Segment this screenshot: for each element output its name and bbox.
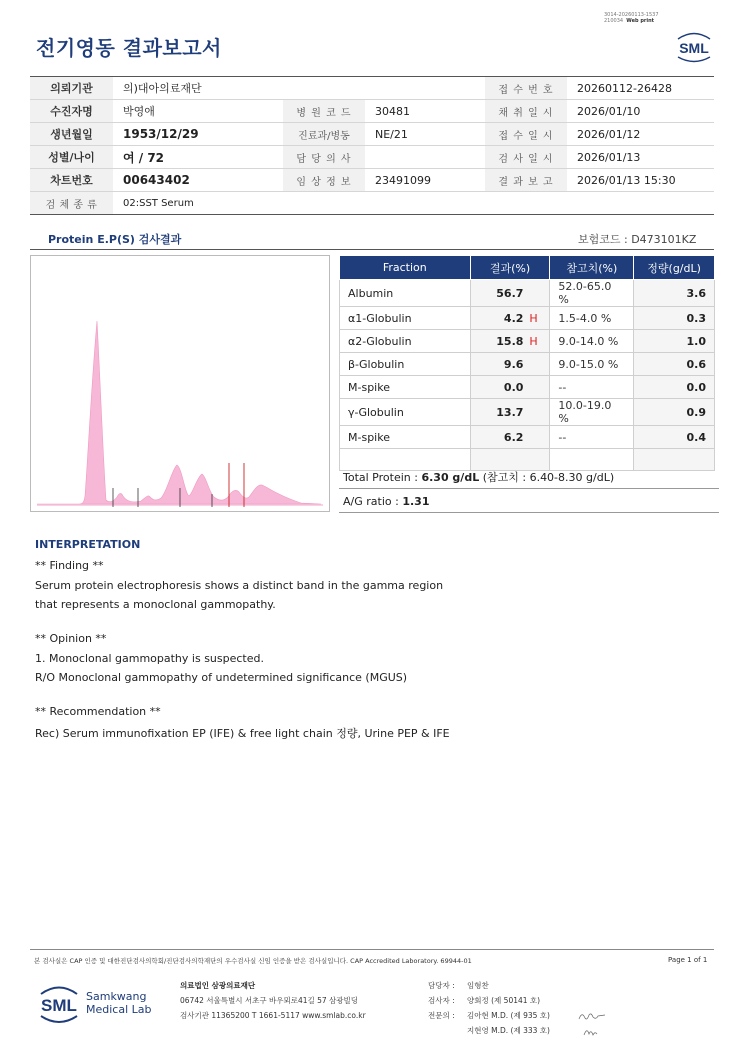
fraction-reference: -- — [550, 376, 634, 399]
samkwang-logo — [36, 982, 82, 1026]
ag-ratio-prefix: A/G ratio : — [343, 495, 403, 508]
info-row-4 — [30, 146, 714, 169]
col-header-fraction: Fraction — [340, 256, 471, 280]
section-title: Protein E.P(S) 검사결과 — [48, 233, 182, 246]
high-flag: H — [529, 311, 538, 325]
electrophoresis-trace — [37, 321, 321, 504]
result-row — [340, 426, 715, 449]
finding-heading: ** Finding ** — [35, 559, 104, 572]
fraction-result — [470, 376, 550, 399]
info-row-6 — [30, 192, 714, 215]
fraction-name: Albumin — [340, 280, 471, 307]
fraction-reference: 9.0-14.0 % — [550, 330, 634, 353]
info-row-1 — [30, 77, 714, 100]
specimen-label: 검 체 종 류 — [30, 192, 113, 215]
fraction-result-value: 56.7 — [496, 286, 524, 300]
results-header-row — [340, 256, 715, 280]
hospital-code-label: 병 원 코 드 — [283, 100, 365, 123]
fraction-result — [470, 353, 550, 376]
result-row — [340, 399, 715, 426]
section-divider — [30, 249, 714, 250]
organization-address: 06742 서울특별시 서초구 바우뫼로41길 57 삼광빌딩 — [180, 996, 359, 1005]
manager-label: 담당자 : — [428, 981, 455, 990]
opinion-heading: ** Opinion ** — [35, 632, 107, 645]
electrophoresis-graph — [30, 255, 330, 512]
finding-line-1: Serum protein electrophoresis shows a distinct band in the gamma region — [35, 579, 444, 592]
info-row-5 — [30, 169, 714, 192]
fraction-reference: 10.0-19.0 % — [550, 399, 634, 426]
organization-name: 의료법인 삼광의료재단 — [180, 981, 256, 990]
report-date-value: 2026/01/13 15:30 — [567, 169, 714, 192]
organization-contact: 검사기관 11365200 T 1661-5117 www.smlab.co.kr — [180, 1011, 366, 1020]
finding-line-2: that represents a monoclonal gammopathy. — [35, 598, 276, 611]
fraction-result-value: 15.8 — [496, 334, 524, 348]
fraction-result — [470, 426, 550, 449]
electrophoresis-curve — [31, 256, 329, 511]
high-flag: H — [529, 334, 538, 348]
specialist-1-name: 김아현 M.D. (제 935 호) — [467, 1011, 550, 1020]
chart-no-label: 차트번호 — [30, 169, 113, 192]
recommendation-line-1: Rec) Serum immunofixation EP (IFE) & free light chain 정량, Urine PEP & IFE — [35, 727, 450, 740]
fraction-result-value: 6.2 — [503, 430, 524, 444]
request-org-label: 의뢰기관 — [30, 77, 113, 100]
result-row — [340, 280, 715, 307]
specialist-label: 전문의 : — [428, 1011, 455, 1020]
collect-date-label: 채 취 일 시 — [485, 100, 567, 123]
fraction-result-value: 0.0 — [503, 380, 524, 394]
sex-age-value: 여 / 72 — [113, 146, 283, 169]
fraction-name: α2-Globulin — [340, 330, 471, 353]
fraction-result — [470, 399, 550, 426]
fraction-quantity: 3.6 — [634, 280, 715, 307]
birth-value: 1953/12/29 — [113, 123, 283, 146]
fraction-name: α1-Globulin — [340, 307, 471, 330]
test-date-value: 2026/01/13 — [567, 146, 714, 169]
signature-1 — [578, 1010, 606, 1022]
fraction-result-value: 4.2 — [503, 311, 524, 325]
receipt-date-label: 접 수 일 시 — [485, 123, 567, 146]
ag-ratio — [339, 490, 719, 513]
fraction-name: γ-Globulin — [340, 399, 471, 426]
fraction-name: M-spike — [340, 426, 471, 449]
info-row-2 — [30, 100, 714, 123]
interpretation-title: INTERPRETATION — [35, 538, 141, 551]
col-header-reference: 참고치(%) — [550, 256, 634, 280]
document-code-line-2 — [604, 18, 659, 24]
fraction-name: β-Globulin — [340, 353, 471, 376]
result-row — [340, 353, 715, 376]
fraction-reference: 1.5-4.0 % — [550, 307, 634, 330]
hospital-code-value: 30481 — [365, 100, 485, 123]
page-number: Page 1 of 1 — [668, 956, 708, 964]
receipt-date-value: 2026/01/12 — [567, 123, 714, 146]
lab-name-line-2: Medical Lab — [86, 1003, 152, 1016]
fraction-reference: 9.0-15.0 % — [550, 353, 634, 376]
document-code-id: 210034 — [604, 18, 624, 24]
report-date-label: 결 과 보 고 — [485, 169, 567, 192]
test-date-label: 검 사 일 시 — [485, 146, 567, 169]
result-row — [340, 330, 715, 353]
fraction-quantity: 0.0 — [634, 376, 715, 399]
clinical-info-label: 임 상 정 보 — [283, 169, 365, 192]
doctor-label: 담 당 의 사 — [283, 146, 365, 169]
opinion-line-2: R/O Monoclonal gammopathy of undetermined significance (MGUS) — [35, 671, 408, 684]
sml-logo-text: SML — [679, 40, 709, 56]
dept-ward-value: NE/21 — [365, 123, 485, 146]
chart-no-value: 00643402 — [113, 169, 283, 192]
fraction-result — [470, 330, 550, 353]
total-protein-reference: (참고치 : 6.40-8.30 g/dL) — [479, 471, 615, 484]
fraction-quantity: 0.6 — [634, 353, 715, 376]
sex-age-label: 성별/나이 — [30, 146, 113, 169]
tester-label: 검사자 : — [428, 996, 455, 1005]
specialist-2-name: 지현영 M.D. (제 333 호) — [467, 1026, 550, 1035]
collect-date-value: 2026/01/10 — [567, 100, 714, 123]
receipt-no-label: 접 수 번 호 — [485, 77, 567, 100]
birth-label: 생년월일 — [30, 123, 113, 146]
fraction-quantity: 0.4 — [634, 426, 715, 449]
fraction-name: M-spike — [340, 376, 471, 399]
fraction-result-value: 9.6 — [503, 357, 524, 371]
document-code-line-1: 3014-20260113-1537 — [604, 12, 659, 18]
patient-info-table — [30, 76, 714, 215]
document-code — [604, 12, 659, 24]
tester-name: 양회정 (제 50141 호) — [467, 996, 541, 1005]
results-table — [339, 255, 715, 471]
result-row — [340, 376, 715, 399]
fraction-result — [470, 307, 550, 330]
total-protein — [339, 467, 719, 489]
web-print-label: Web print — [626, 18, 655, 24]
lab-name-line-1: Samkwang — [86, 990, 147, 1003]
recommendation-heading: ** Recommendation ** — [35, 705, 161, 718]
results-body — [340, 280, 715, 471]
fraction-quantity: 0.9 — [634, 399, 715, 426]
col-header-result: 결과(%) — [470, 256, 550, 280]
fraction-result — [470, 280, 550, 307]
sml-logo — [672, 30, 716, 64]
fraction-quantity: 1.0 — [634, 330, 715, 353]
signature-2 — [582, 1025, 610, 1037]
total-protein-prefix: Total Protein : — [343, 471, 422, 484]
clinical-info-value: 23491099 — [365, 169, 485, 192]
total-protein-value: 6.30 g/dL — [421, 471, 480, 484]
manager-name: 임형찬 — [467, 981, 489, 990]
report-title: 전기영동 결과보고서 — [36, 36, 222, 60]
receipt-no-value: 20260112-26428 — [567, 77, 714, 100]
fraction-reference: 52.0-65.0 % — [550, 280, 634, 307]
footer-divider — [30, 949, 714, 950]
request-org-value: 의)대아의료재단 — [113, 77, 485, 100]
specimen-value: 02:SST Serum — [113, 192, 714, 215]
opinion-line-1: 1. Monoclonal gammopathy is suspected. — [35, 652, 264, 665]
col-header-quantity: 정량(g/dL) — [634, 256, 715, 280]
patient-name-label: 수진자명 — [30, 100, 113, 123]
fraction-quantity: 0.3 — [634, 307, 715, 330]
doctor-value — [365, 146, 485, 169]
fraction-result-value: 13.7 — [496, 405, 524, 419]
info-row-3 — [30, 123, 714, 146]
accreditation-note: 본 검사실은 CAP 인증 및 대한진단검사의학회/진단검사의학재단의 우수검사실 신임 인증을 받은 검사실입니다. CAP Accredited Laboratory. 69944-01 — [34, 957, 472, 965]
patient-name-value: 박영애 — [113, 100, 283, 123]
dept-ward-label: 진료과/병동 — [283, 123, 365, 146]
samkwang-logo-text: SML — [41, 996, 77, 1015]
result-row — [340, 307, 715, 330]
ag-ratio-value: 1.31 — [402, 495, 430, 508]
insurance-code: 보험코드 : D473101KZ — [578, 233, 697, 246]
fraction-reference: -- — [550, 426, 634, 449]
